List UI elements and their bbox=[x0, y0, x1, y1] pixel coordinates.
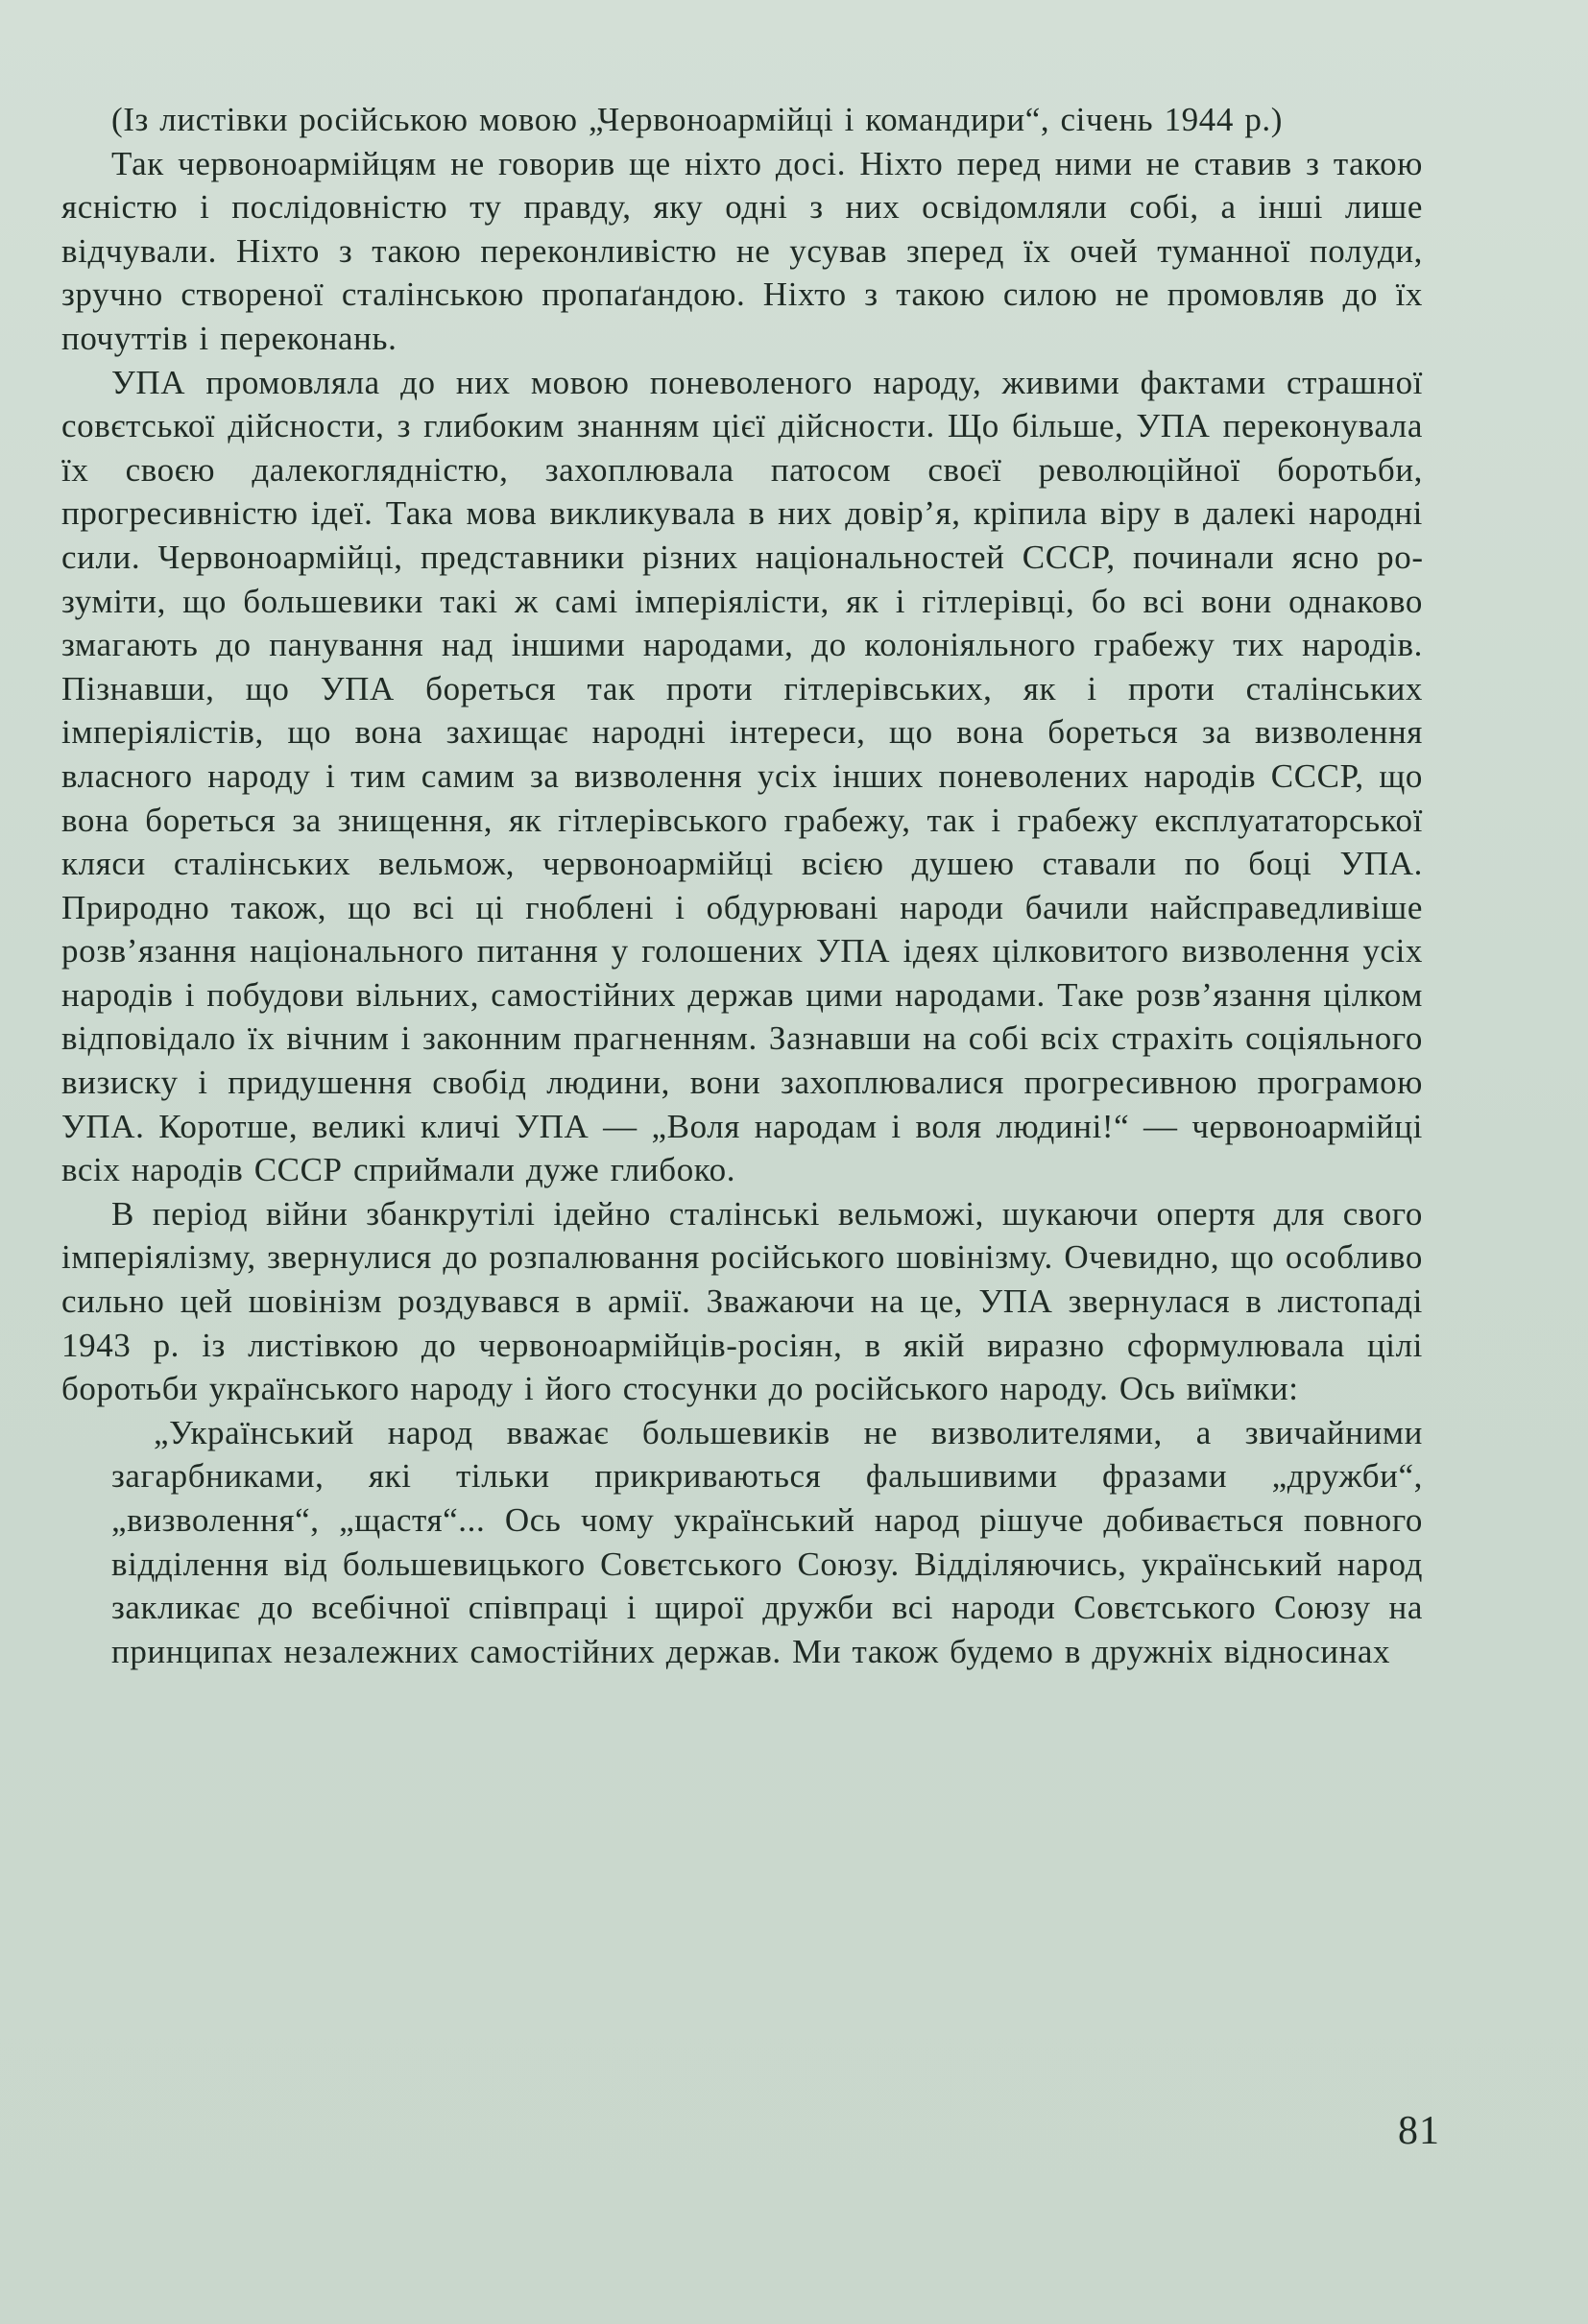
body-paragraph: В період війни збанкрутілі ідейно сталінські вельможі, шукаючи опертя для свого імперіялізму, звернулися до розпалювання російського шовінізму. Очевидно, що особливо сильно цей шовінізм роздувався в армії. Зважаючи на це, УПА звернулася в листопаді 1943 р. із листівкою до червоноармійців-росіян, в якій виразно сформулювала цілі боротьби українського народу і його стосунки до російського народу. Ось виїмки: bbox=[61, 1194, 1423, 1408]
page-number: 81 bbox=[1398, 2109, 1440, 2153]
quoted-leaflet-excerpt: „Український народ вважає большевиків не визволителями, а звичайними загарбниками, які тільки прикриваються фальшивими фразами „дружби“, „визволення“, „щастя“... Ось чому український народ рішуче добивається повного відділення від большевицького Совєтського Союзу. Відділяючись, український народ закликає до всебічної співпраці і щирої дружби всі народи Совєтського Союзу на принципах незалежних самостійних держав. Ми також будемо в дружніх відносинах bbox=[111, 1413, 1423, 1670]
body-paragraph: УПА промовляла до них мовою поневоленого народу, живими фактами страшної совєтської дійсности, з глибоким знанням цієї дійсности. Що більше, УПА переконувала їх своєю далекоглядністю, захоплювала патосом своєї революційної боротьби, прогресивністю ідеї. Така мова викликувала в них довір’я, кріпила віру в далекі народні сили. Червоноармійці, представники різних національностей СССР, починали ясно розуміти, що большевики такі ж самі імперіялісти, як і гітлерівці, бо всі вони однаково змагають до панування над іншими народами, до колоніяльного грабежу тих народів. Пізнавши, що УПА бореться так проти гітлерівських, як і проти сталінських імперіялістів, що вона захищає народні інтереси, що вона бореться за визволення власного народу і тим самим за визволення усіх інших поневолених народів СССР, що вона бореться за знищення, як гітлерівського грабежу, так і грабежу експлуататорської кляси сталінських вельмож, червоноармійці всією душею ставали по боці УПА. Природно також, що всі ці гноблені і обдурювані народи бачили найсправедливіше розв’язання національного питання у голошених УПА ідеях цілковитого визволення усіх народів і побудови вільних, самостійних держав цими народами. Таке розв’язання цілком відповідало їх вічним і законним прагненням. Зазнавши на собі всіх страхіть соціяльного визиску і придушення свобід людини, вони захоплювалися прогресивною програмою УПА. Коротше, великі кличі УПА — „Воля народам і воля людині!“ — червоноармійці всіх народів СССР сприймали дуже глибоко. bbox=[61, 363, 1423, 1189]
citation-paragraph: (Із листівки російською мовою „Червоноармійці і командири“, січень 1944 р.) bbox=[111, 101, 1284, 138]
body-paragraph: Так червоноармійцям не говорив ще ніхто досі. Ніхто перед ними не ставив з такою ясністю і послідовністю ту правду, яку одні з них освідомляли собі, а інші лише відчували. Ніхто з такою переконливістю не усував зперед їх очей туманної полуди, зручно створеної сталінською пропаґандою. Ніхто з такою силою не промовляв до їх почуттів і переконань. bbox=[61, 144, 1423, 357]
body-text bbox=[61, 98, 1423, 1673]
